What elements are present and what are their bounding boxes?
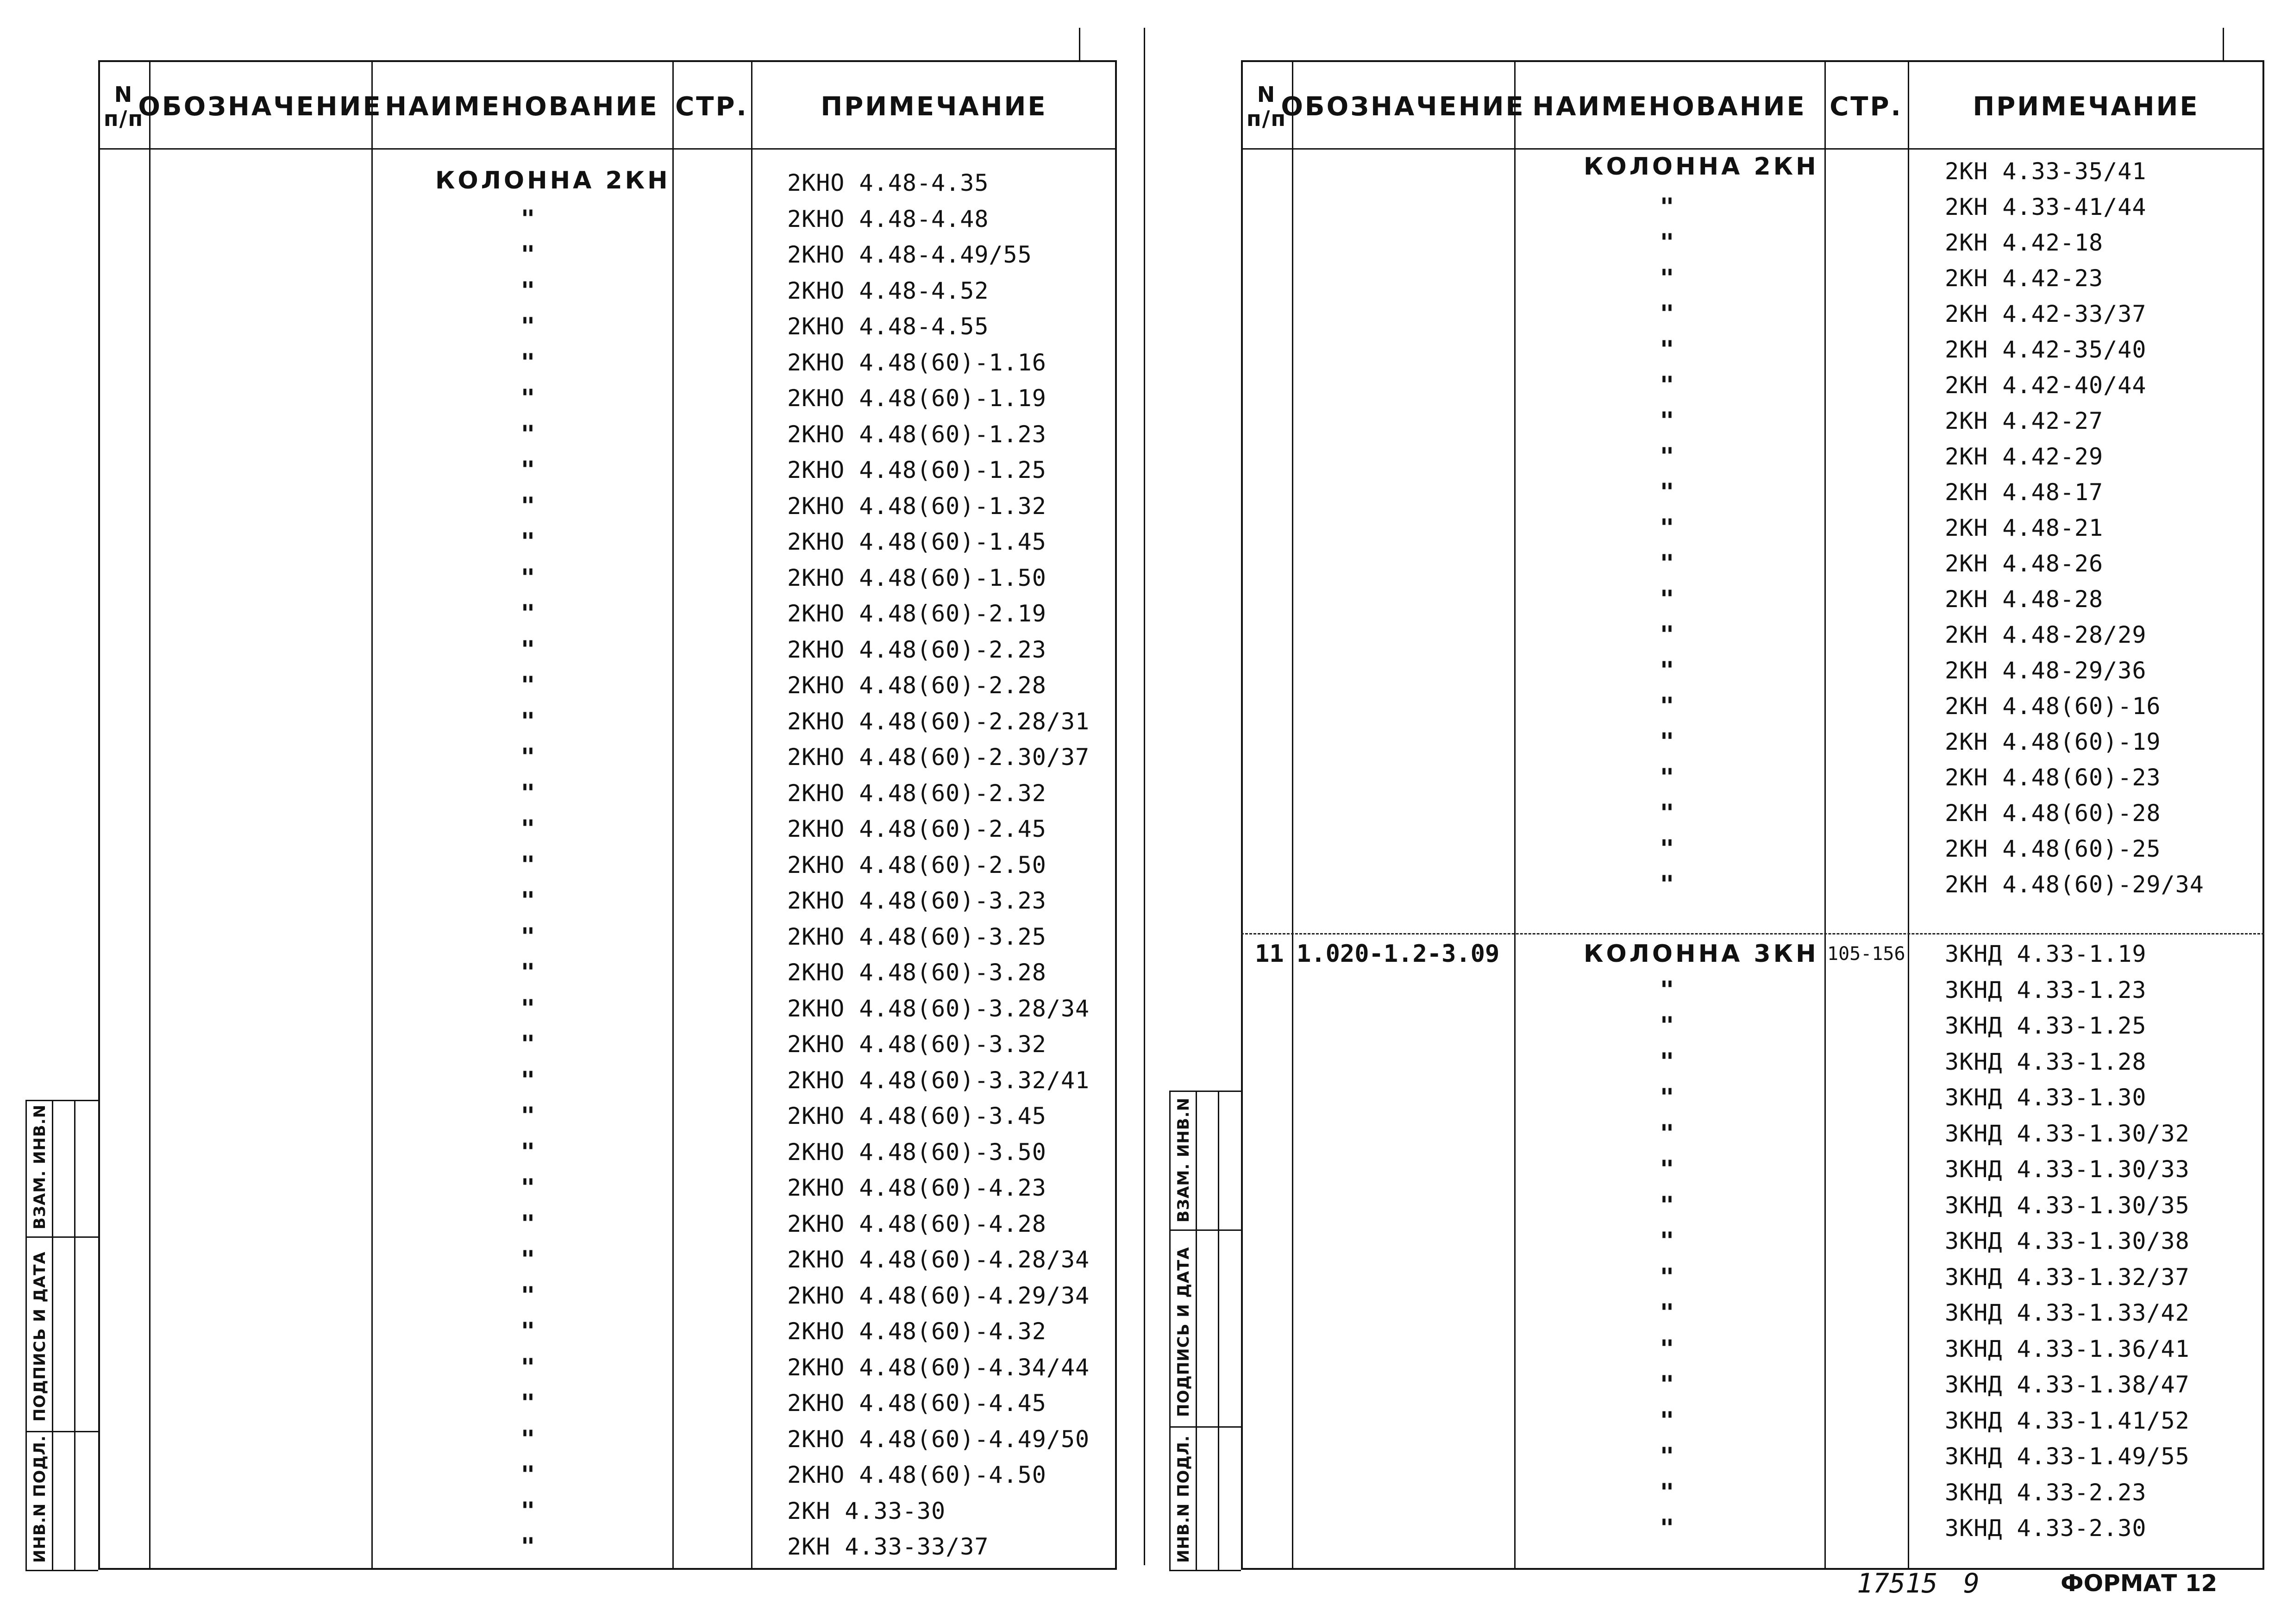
footer-sheet-id: 17515 xyxy=(1857,1568,1938,1599)
ditto-mark: " xyxy=(1660,407,1674,435)
note-item: 2КНО 4.48(60)-3.23 xyxy=(787,887,1047,914)
ditto-mark: " xyxy=(520,313,535,340)
note-item: 2КНО 4.48(60)-1.23 xyxy=(787,420,1047,448)
note-item: 2КНО 4.48(60)-3.45 xyxy=(787,1103,1047,1129)
note-item: 2КН 4.42-33/37 xyxy=(1945,301,2147,327)
note-item: 2КНО 4.48(60)-1.45 xyxy=(787,528,1047,555)
stamp-vzam-inv: ВЗАМ. ИНВ.N xyxy=(31,1104,49,1229)
note-item: 3КНД 4.33-1.30/38 xyxy=(1945,1228,2190,1254)
ditto-mark: " xyxy=(1660,1047,1674,1076)
note-item: 2КН 4.48-29/36 xyxy=(1945,657,2147,684)
note-item: 2КНО 4.48(60)-4.50 xyxy=(787,1461,1047,1488)
stamp-vzam-inv: ВЗАМ. ИНВ.N xyxy=(1174,1097,1193,1223)
stamp-rule xyxy=(52,1100,53,1570)
note-item: 2КНО 4.48(60)-1.25 xyxy=(787,457,1047,483)
note-item: 2КН 4.48(60)-29/34 xyxy=(1945,871,2204,898)
note-item: 2КНО 4.48-4.52 xyxy=(787,277,989,304)
stamp-inv-podl: ИНВ.N ПОДЛ. xyxy=(31,1435,49,1563)
stamp-rule xyxy=(25,1431,98,1432)
stamp-rule xyxy=(25,1100,98,1101)
ditto-mark: " xyxy=(520,959,535,986)
ditto-mark: " xyxy=(1660,1478,1674,1506)
stamp-rule xyxy=(1169,1091,1241,1092)
ditto-mark: " xyxy=(520,241,535,269)
stamp-rule xyxy=(25,1570,98,1571)
note-item: 3КНД 4.33-1.23 xyxy=(1945,976,2147,1003)
note-item: 2КНО 4.48(60)-4.28/34 xyxy=(787,1246,1090,1273)
left-header-page: СТР. xyxy=(675,91,748,122)
note-item: 2КН 4.48(60)-16 xyxy=(1945,693,2161,720)
ditto-mark: " xyxy=(1660,550,1674,577)
left-col-rule xyxy=(149,60,150,1570)
ditto-mark: " xyxy=(1660,478,1674,506)
note-item: 3КНД 4.33-1.28 xyxy=(1945,1048,2147,1075)
right-header-name: НАИМЕНОВАНИЕ xyxy=(1532,91,1806,122)
ditto-mark: " xyxy=(520,1497,535,1525)
left-col-rule xyxy=(751,60,752,1570)
right-item-name-2kn: КОЛОННА 2КН xyxy=(1584,153,1819,181)
note-item: 2КН 4.48(60)-28 xyxy=(1945,800,2161,827)
ditto-mark: " xyxy=(1660,443,1674,470)
ditto-mark: " xyxy=(520,815,535,843)
ditto-mark: " xyxy=(520,600,535,627)
note-item: 2КН 4.48(60)-19 xyxy=(1945,728,2161,755)
stamp-rule xyxy=(1218,1091,1219,1570)
note-item: 2КНО 4.48(60)-3.25 xyxy=(787,923,1047,950)
stamp-rule xyxy=(25,1100,27,1570)
ditto-mark: " xyxy=(1660,764,1674,791)
note-item: 2КН 4.48(60)-25 xyxy=(1945,835,2161,862)
right-col-rule xyxy=(1908,60,1909,1570)
note-item: 2КН 4.42-35/40 xyxy=(1945,336,2147,363)
ditto-mark: " xyxy=(1660,336,1674,364)
note-item: 2КН 4.48-28 xyxy=(1945,586,2104,613)
ditto-mark: " xyxy=(520,1353,535,1381)
note-item: 2КНО 4.48(60)-3.28 xyxy=(787,959,1047,986)
right-col-rule xyxy=(1292,60,1293,1570)
ditto-mark: " xyxy=(520,384,535,412)
ditto-mark: " xyxy=(520,528,535,556)
ditto-mark: " xyxy=(1660,514,1674,542)
ditto-mark: " xyxy=(1660,229,1674,257)
ditto-mark: " xyxy=(1660,371,1674,399)
note-item: 3КНД 4.33-1.49/55 xyxy=(1945,1443,2190,1470)
left-header-note: ПРИМЕЧАНИЕ xyxy=(821,91,1047,122)
note-item: 2КНО 4.48-4.55 xyxy=(787,313,989,340)
stamp-rule xyxy=(1169,1426,1241,1428)
right-header-designation: ОБОЗНАЧЕНИЕ xyxy=(1281,91,1525,122)
ditto-mark: " xyxy=(520,707,535,735)
ditto-mark: " xyxy=(520,456,535,484)
stamp-rule xyxy=(74,1100,75,1570)
ditto-mark: " xyxy=(1660,1299,1674,1327)
note-item: 2КНО 4.48(60)-3.50 xyxy=(787,1138,1047,1166)
note-item: 2КНО 4.48(60)-4.49/50 xyxy=(787,1425,1090,1453)
ditto-mark: " xyxy=(1660,1335,1674,1363)
note-item: 3КНД 4.33-1.19 xyxy=(1945,941,2147,967)
note-item: 3КНД 4.33-1.30/32 xyxy=(1945,1120,2190,1147)
right-header-rule xyxy=(1241,148,2264,150)
ditto-mark: " xyxy=(1660,1012,1674,1040)
right-item-name-3kn: КОЛОННА 3КН xyxy=(1584,940,1819,968)
note-item: 2КНО 4.48(60)-1.16 xyxy=(787,349,1047,376)
right-item-number: 11 xyxy=(1255,940,1284,968)
right-col-rule xyxy=(1514,60,1516,1570)
left-col-rule xyxy=(672,60,674,1570)
left-edge-rule xyxy=(1144,28,1145,1565)
stamp-podpis-data: ПОДПИСЬ И ДАТА xyxy=(1174,1247,1193,1417)
left-header-num: N п/п xyxy=(103,82,144,131)
ditto-mark: " xyxy=(1660,692,1674,720)
note-item: 2КНО 4.48(60)-4.29/34 xyxy=(787,1282,1090,1309)
note-item: 2КН 4.33-33/37 xyxy=(787,1533,989,1560)
note-item: 3КНД 4.33-1.30 xyxy=(1945,1084,2147,1111)
ditto-mark: " xyxy=(520,851,535,879)
ditto-mark: " xyxy=(1660,585,1674,613)
stamp-rule xyxy=(25,1236,98,1238)
ditto-mark: " xyxy=(1660,1155,1674,1183)
ditto-mark: " xyxy=(1660,1191,1674,1219)
note-item: 3КНД 4.33-1.36/41 xyxy=(1945,1335,2190,1362)
ditto-mark: " xyxy=(520,922,535,951)
note-item: 2КНО 4.48(60)-2.28 xyxy=(787,672,1047,699)
note-item: 3КНД 4.33-1.33/42 xyxy=(1945,1299,2190,1326)
note-item: 2КНО 4.48(60)-2.30/37 xyxy=(787,744,1090,771)
ditto-mark: " xyxy=(520,887,535,915)
note-item: 3КНД 4.33-1.41/52 xyxy=(1945,1407,2190,1434)
ditto-mark: " xyxy=(520,276,535,305)
note-item: 2КНО 4.48(60)-2.19 xyxy=(787,600,1047,627)
ditto-mark: " xyxy=(520,1317,535,1345)
note-item: 2КН 4.48-26 xyxy=(1945,550,2104,577)
ditto-mark: " xyxy=(520,635,535,664)
ditto-mark: " xyxy=(1660,1227,1674,1255)
note-item: 2КНО 4.48(60)-2.23 xyxy=(787,636,1047,663)
ditto-mark: " xyxy=(520,1281,535,1310)
ditto-mark: " xyxy=(520,1246,535,1273)
note-item: 2КНО 4.48(60)-1.32 xyxy=(787,492,1047,520)
note-item: 3КНД 4.33-1.25 xyxy=(1945,1012,2147,1039)
right-header-note: ПРИМЕЧАНИЕ xyxy=(1973,91,2200,122)
ditto-mark: " xyxy=(520,1138,535,1166)
note-item: 2КН 4.48-28/29 xyxy=(1945,621,2147,648)
ditto-mark: " xyxy=(520,1533,535,1561)
ditto-mark: " xyxy=(520,779,535,807)
ditto-mark: " xyxy=(1660,871,1674,898)
ditto-mark: " xyxy=(1660,621,1674,649)
stamp-rule xyxy=(1169,1570,1241,1571)
ditto-mark: " xyxy=(1660,835,1674,863)
footer-format: ФОРМАТ 12 xyxy=(2061,1570,2218,1597)
right-top-tick xyxy=(2223,28,2224,60)
note-item: 3КНД 4.33-1.32/37 xyxy=(1945,1263,2190,1291)
left-item-name: КОЛОННА 2КН xyxy=(435,167,671,194)
ditto-mark: " xyxy=(520,994,535,1022)
note-item: 2КНО 4.48(60)-3.28/34 xyxy=(787,995,1090,1022)
note-item: 2КНО 4.48(60)-4.32 xyxy=(787,1318,1047,1345)
note-item: 2КНО 4.48(60)-3.32/41 xyxy=(787,1066,1090,1094)
left-header-designation: ОБОЗНАЧЕНИЕ xyxy=(138,91,382,122)
ditto-mark: " xyxy=(520,205,535,233)
ditto-mark: " xyxy=(520,1066,535,1094)
note-item: 2КН 4.48(60)-23 xyxy=(1945,764,2161,791)
note-item: 2КНО 4.48-4.48 xyxy=(787,205,989,232)
ditto-mark: " xyxy=(520,348,535,376)
ditto-mark: " xyxy=(1660,1084,1674,1111)
right-header-page: СТР. xyxy=(1830,91,1903,122)
ditto-mark: " xyxy=(1660,799,1674,827)
footer-page-number: 9 xyxy=(1963,1568,1980,1599)
ditto-mark: " xyxy=(520,1425,535,1453)
note-item: 2КНО 4.48(60)-3.32 xyxy=(787,1031,1047,1058)
note-item: 2КН 4.42-29 xyxy=(1945,443,2104,470)
note-item: 2КН 4.42-40/44 xyxy=(1945,372,2147,399)
ditto-mark: " xyxy=(1660,1371,1674,1398)
note-item: 2КН 4.33-30 xyxy=(787,1497,946,1524)
ditto-mark: " xyxy=(520,671,535,699)
right-item-pages: 105-156 xyxy=(1827,943,1905,965)
note-item: 2КН 4.42-27 xyxy=(1945,408,2104,434)
ditto-mark: " xyxy=(1660,1119,1674,1147)
note-item: 2КНО 4.48-4.35 xyxy=(787,169,989,196)
ditto-mark: " xyxy=(520,1389,535,1417)
note-item: 2КНО 4.48(60)-4.45 xyxy=(787,1390,1047,1417)
note-item: 3КНД 4.33-2.30 xyxy=(1945,1515,2147,1542)
note-item: 2КНО 4.48(60)-2.50 xyxy=(787,851,1047,878)
note-item: 2КНО 4.48(60)-1.50 xyxy=(787,564,1047,591)
left-header-rule xyxy=(98,148,1117,150)
note-item: 2КН 4.48-17 xyxy=(1945,479,2104,506)
ditto-mark: " xyxy=(520,1102,535,1130)
note-item: 2КНО 4.48(60)-2.32 xyxy=(787,779,1047,807)
right-section-divider xyxy=(1241,933,2264,934)
ditto-mark: " xyxy=(1660,1442,1674,1470)
note-item: 2КН 4.42-23 xyxy=(1945,265,2104,292)
stamp-inv-podl: ИНВ.N ПОДЛ. xyxy=(1174,1435,1193,1563)
ditto-mark: " xyxy=(1660,1406,1674,1435)
ditto-mark: " xyxy=(1660,264,1674,292)
ditto-mark: " xyxy=(1660,300,1674,328)
note-item: 2КН 4.33-41/44 xyxy=(1945,194,2147,220)
stamp-podpis-data: ПОДПИСЬ И ДАТА xyxy=(31,1251,49,1422)
note-item: 3КНД 4.33-1.38/47 xyxy=(1945,1371,2190,1398)
right-col-rule xyxy=(1824,60,1826,1570)
ditto-mark: " xyxy=(520,564,535,592)
left-header-name: НАИМЕНОВАНИЕ xyxy=(385,91,659,122)
note-item: 2КНО 4.48(60)-4.34/44 xyxy=(787,1354,1090,1381)
ditto-mark: " xyxy=(520,1030,535,1058)
note-item: 2КНО 4.48-4.49/55 xyxy=(787,241,1032,268)
right-header-num: N п/п xyxy=(1246,82,1287,131)
ditto-mark: " xyxy=(1660,657,1674,684)
ditto-mark: " xyxy=(520,420,535,448)
ditto-mark: " xyxy=(520,1210,535,1238)
ditto-mark: " xyxy=(520,743,535,771)
left-col-rule xyxy=(371,60,373,1570)
note-item: 2КНО 4.48(60)-4.28 xyxy=(787,1210,1047,1237)
ditto-mark: " xyxy=(1660,728,1674,756)
right-item-designation: 1.020-1.2-3.09 xyxy=(1297,940,1500,968)
note-item: 2КНО 4.48(60)-2.28/31 xyxy=(787,708,1090,735)
ditto-mark: " xyxy=(520,1174,535,1202)
ditto-mark: " xyxy=(1660,193,1674,221)
stamp-rule xyxy=(1169,1091,1171,1570)
note-item: 3КНД 4.33-1.30/35 xyxy=(1945,1191,2190,1219)
left-top-tick xyxy=(1079,28,1080,60)
ditto-mark: " xyxy=(1660,1263,1674,1291)
note-item: 3КНД 4.33-2.23 xyxy=(1945,1479,2147,1506)
stamp-rule xyxy=(1169,1229,1241,1231)
note-item: 2КНО 4.48(60)-4.23 xyxy=(787,1174,1047,1201)
stamp-rule xyxy=(1196,1091,1197,1570)
note-item: 2КН 4.48-21 xyxy=(1945,514,2104,541)
note-item: 2КНО 4.48(60)-2.45 xyxy=(787,815,1047,842)
ditto-mark: " xyxy=(1660,1514,1674,1542)
note-item: 2КН 4.42-18 xyxy=(1945,229,2104,256)
note-item: 3КНД 4.33-1.30/33 xyxy=(1945,1156,2190,1183)
ditto-mark: " xyxy=(1660,976,1674,1004)
ditto-mark: " xyxy=(520,1461,535,1489)
ditto-mark: " xyxy=(520,492,535,520)
note-item: 2КН 4.33-35/41 xyxy=(1945,158,2147,185)
note-item: 2КНО 4.48(60)-1.19 xyxy=(787,385,1047,412)
